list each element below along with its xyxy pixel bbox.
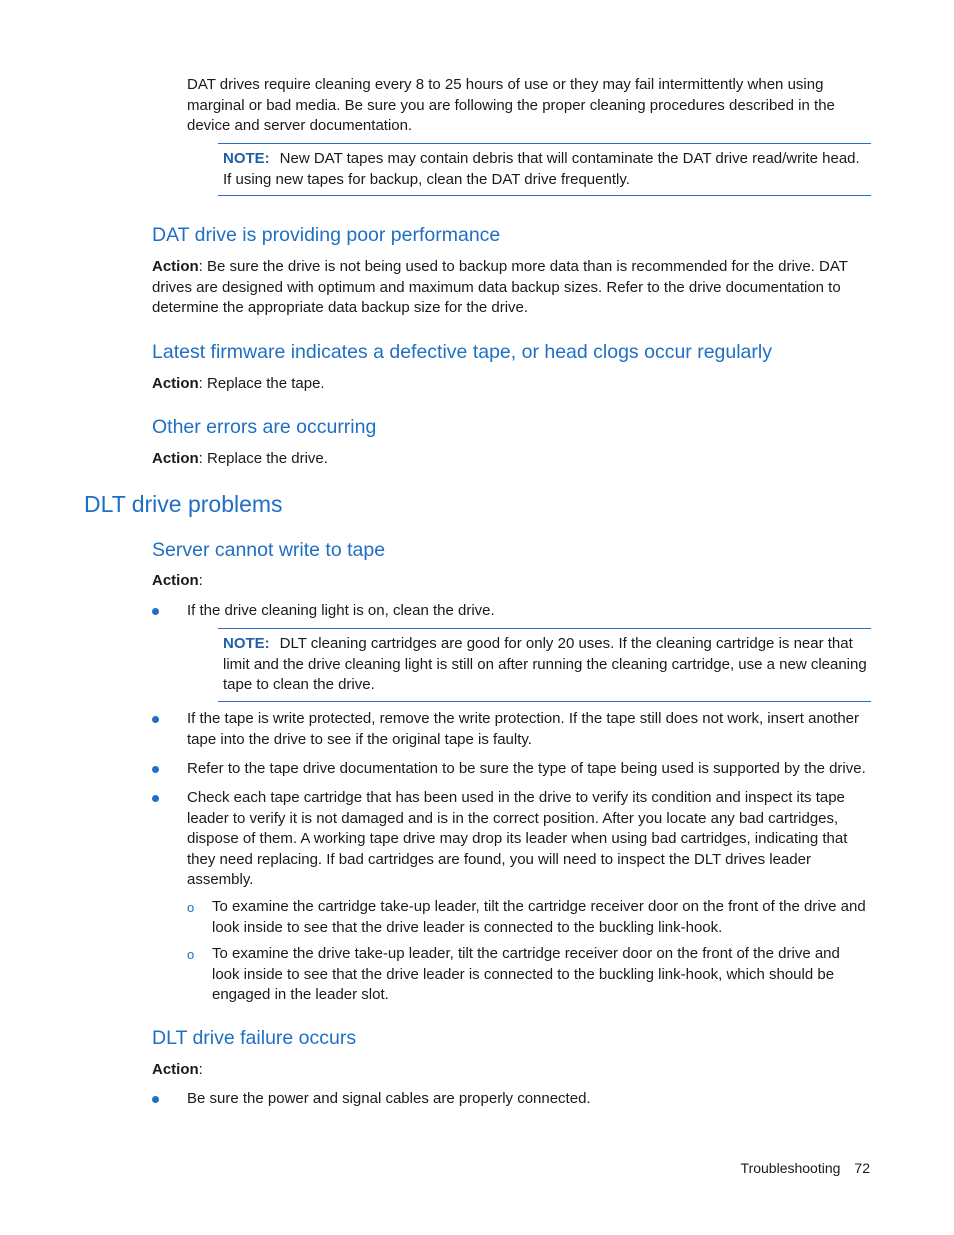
- list-item-text: If the tape is write protected, remove the write protection. If the tape still does not work, insert another tape into the drive to see if the original tape is faulty.: [187, 710, 860, 748]
- action-text: : Replace the drive.: [198, 450, 328, 467]
- note-label: NOTE:: [223, 150, 270, 167]
- note-text: New DAT tapes may contain debris that will contaminate the DAT drive read/write head. If using new tapes for backup, clean the DAT drive frequently.: [223, 150, 860, 188]
- bullet-icon: [152, 1096, 159, 1103]
- action-drive-failure: [152, 1060, 862, 1081]
- note-box-dat: [218, 143, 871, 196]
- action-label: Action: [152, 1061, 199, 1078]
- action-suffix: :: [198, 572, 203, 589]
- action-suffix: :: [198, 1061, 203, 1078]
- sub-list-item: [187, 897, 871, 939]
- heading-firmware: Latest firmware indicates a defective tape, or head clogs occur regularly: [152, 341, 772, 363]
- sub-list-item-text: To examine the cartridge take-up leader, tilt the cartridge receiver door on the front of the drive and look inside to see that the drive leader is connected to the buckling link-hook.: [212, 898, 866, 936]
- bullet-icon: [152, 795, 159, 802]
- action-label: Action: [152, 375, 199, 392]
- hollow-bullet-icon: o: [187, 947, 195, 962]
- action-text: : Be sure the drive is not being used to backup more data than is recommended for the drive. DAT drives are designed with optimum and maximum data backup sizes. Refer to the drive documentation to determine the appropriate data backup size for the drive.: [152, 258, 848, 316]
- list-item: [152, 788, 871, 892]
- list-item-text: Refer to the tape drive documentation to be sure the type of tape being used is supported by the drive.: [187, 760, 866, 777]
- list-item-text: Be sure the power and signal cables are properly connected.: [187, 1090, 591, 1107]
- sub-list-item: [187, 944, 871, 1006]
- action-label: Action: [152, 258, 199, 275]
- page-footer: [741, 1158, 870, 1178]
- note-box-dlt: [218, 628, 871, 702]
- bullet-icon: [152, 766, 159, 773]
- list-item: [152, 759, 871, 781]
- footer-section-title: Troubleshooting: [740, 1160, 841, 1176]
- bullet-icon: [152, 608, 159, 615]
- list-item: [152, 709, 871, 751]
- bullet-icon: [152, 716, 159, 723]
- hollow-bullet-icon: o: [187, 900, 195, 915]
- action-cannot-write: [152, 571, 862, 592]
- action-firmware: [152, 374, 862, 395]
- list-item-text: If the drive cleaning light is on, clean the drive.: [187, 602, 495, 619]
- list-item-text: Check each tape cartridge that has been used in the drive to verify its condition and inspect its tape leader to verify it is not damaged and is in the correct position. After you locate any bad cartridges, dispose of them. A working tape drive may drop its leader when using bad cartridges, indicating that they need replacing. If bad cartridges are found, you will need to inspect the DLT drives leader assembly.: [187, 789, 848, 888]
- note-label: NOTE:: [223, 635, 270, 652]
- heading-dlt-problems: DLT drive problems: [84, 491, 283, 517]
- heading-drive-failure: DLT drive failure occurs: [152, 1027, 357, 1049]
- action-poor-performance: [152, 257, 862, 319]
- heading-poor-performance: DAT drive is providing poor performance: [152, 224, 501, 246]
- sub-list-item-text: To examine the drive take-up leader, tilt the cartridge receiver door on the front of the drive and look inside to see that the drive leader is connected to the buckling link-hook, which should be engaged in the leader slot.: [212, 945, 840, 1003]
- intro-paragraph: DAT drives require cleaning every 8 to 25 hours of use or they may fail intermittently when using marginal or bad media. Be sure you are following the proper cleaning procedures described in the device and server documentation.: [187, 76, 835, 134]
- action-label: Action: [152, 450, 199, 467]
- list-item: [152, 601, 871, 623]
- action-other-errors: [152, 449, 862, 470]
- note-text: DLT cleaning cartridges are good for only 20 uses. If the cleaning cartridge is near that limit and the drive cleaning light is still on after running the cleaning cartridge, use a new cleaning tape to clean the drive.: [223, 635, 867, 693]
- heading-other-errors: Other errors are occurring: [152, 416, 377, 438]
- action-text: : Replace the tape.: [198, 375, 325, 392]
- heading-cannot-write: Server cannot write to tape: [152, 539, 386, 561]
- list-item: [152, 1089, 871, 1111]
- page-number: 72: [854, 1160, 870, 1176]
- action-label: Action: [152, 572, 199, 589]
